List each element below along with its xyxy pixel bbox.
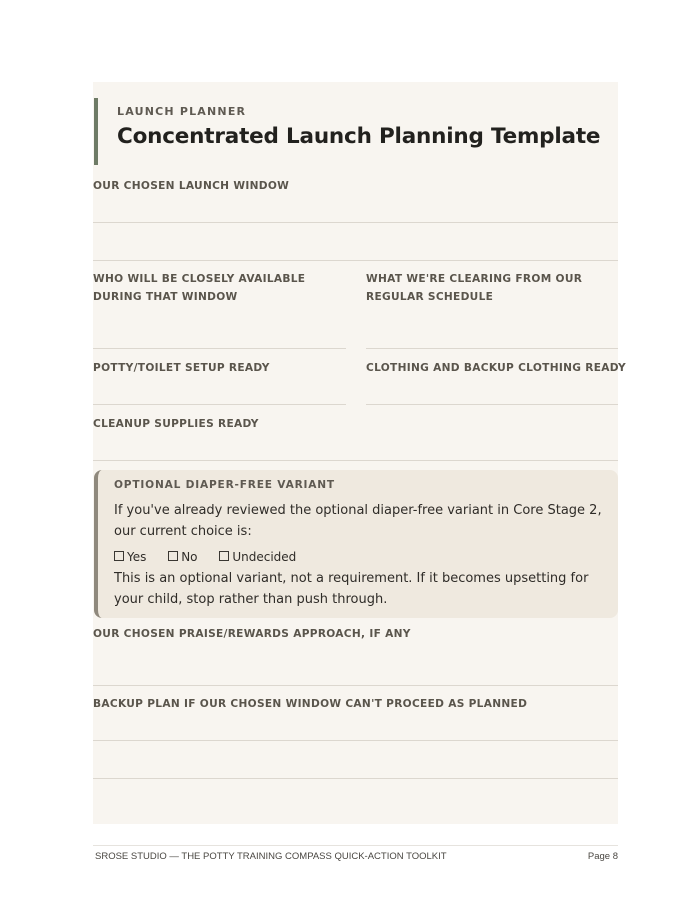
- field-label-clothing-ready: CLOTHING AND BACKUP CLOTHING READY: [366, 362, 627, 374]
- section-eyebrow: LAUNCH PLANNER: [117, 105, 247, 118]
- page-number: Page 8: [587, 851, 618, 862]
- answer-line-praise-rewards[interactable]: [93, 685, 618, 686]
- answer-line-launch-window-2[interactable]: [93, 260, 618, 261]
- answer-line-backup-plan-1[interactable]: [93, 740, 618, 741]
- option-undecided-label: Undecided: [232, 550, 297, 564]
- option-yes-label: Yes: [127, 550, 147, 564]
- answer-line-clothing-ready[interactable]: [366, 404, 618, 405]
- option-undecided[interactable]: [219, 550, 296, 564]
- page-title: Concentrated Launch Planning Template: [117, 124, 601, 149]
- option-no-label: No: [181, 550, 198, 564]
- page-header: [94, 98, 601, 165]
- checkbox-icon[interactable]: [114, 551, 124, 561]
- checkbox-icon[interactable]: [168, 551, 178, 561]
- callout-label: OPTIONAL DIAPER-FREE VARIANT: [114, 479, 335, 491]
- answer-line-backup-plan-2[interactable]: [93, 778, 618, 779]
- answer-line-who-available[interactable]: [93, 348, 346, 349]
- field-label-cleanup-supplies: CLEANUP SUPPLIES READY: [93, 418, 259, 430]
- footer-publication: SROSE STUDIO — THE POTTY TRAINING COMPASS QUICK-ACTION TOOLKIT: [95, 851, 447, 862]
- field-label-backup-plan: BACKUP PLAN IF OUR CHOSEN WINDOW CAN'T PROCEED AS PLANNED: [93, 698, 528, 710]
- answer-line-clearing-schedule[interactable]: [366, 348, 618, 349]
- answer-line-cleanup-supplies[interactable]: [93, 460, 618, 461]
- footer-divider: [93, 845, 618, 846]
- checkbox-icon[interactable]: [219, 551, 229, 561]
- answer-line-potty-setup[interactable]: [93, 404, 346, 405]
- diaper-free-callout: [94, 470, 618, 618]
- field-label-launch-window: OUR CHOSEN LAUNCH WINDOW: [93, 180, 290, 192]
- callout-note: This is an optional variant, not a requirement. If it becomes upsetting for your child, stop rather than push through.: [114, 571, 589, 607]
- option-no[interactable]: [168, 550, 197, 564]
- choice-options: [114, 550, 314, 564]
- field-label-praise-rewards: OUR CHOSEN PRAISE/REWARDS APPROACH, IF ANY: [93, 628, 411, 640]
- field-label-clearing-schedule: WHAT WE'RE CLEARING FROM OUR REGULAR SCHEDULE: [366, 273, 583, 303]
- field-label-who-available: WHO WILL BE CLOSELY AVAILABLE DURING THAT WINDOW: [93, 273, 306, 303]
- answer-line-launch-window-1[interactable]: [93, 222, 618, 223]
- field-label-potty-setup: POTTY/TOILET SETUP READY: [93, 362, 270, 374]
- callout-intro: If you've already reviewed the optional diaper-free variant in Core Stage 2, our current choice is:: [114, 503, 602, 539]
- option-yes[interactable]: [114, 550, 146, 564]
